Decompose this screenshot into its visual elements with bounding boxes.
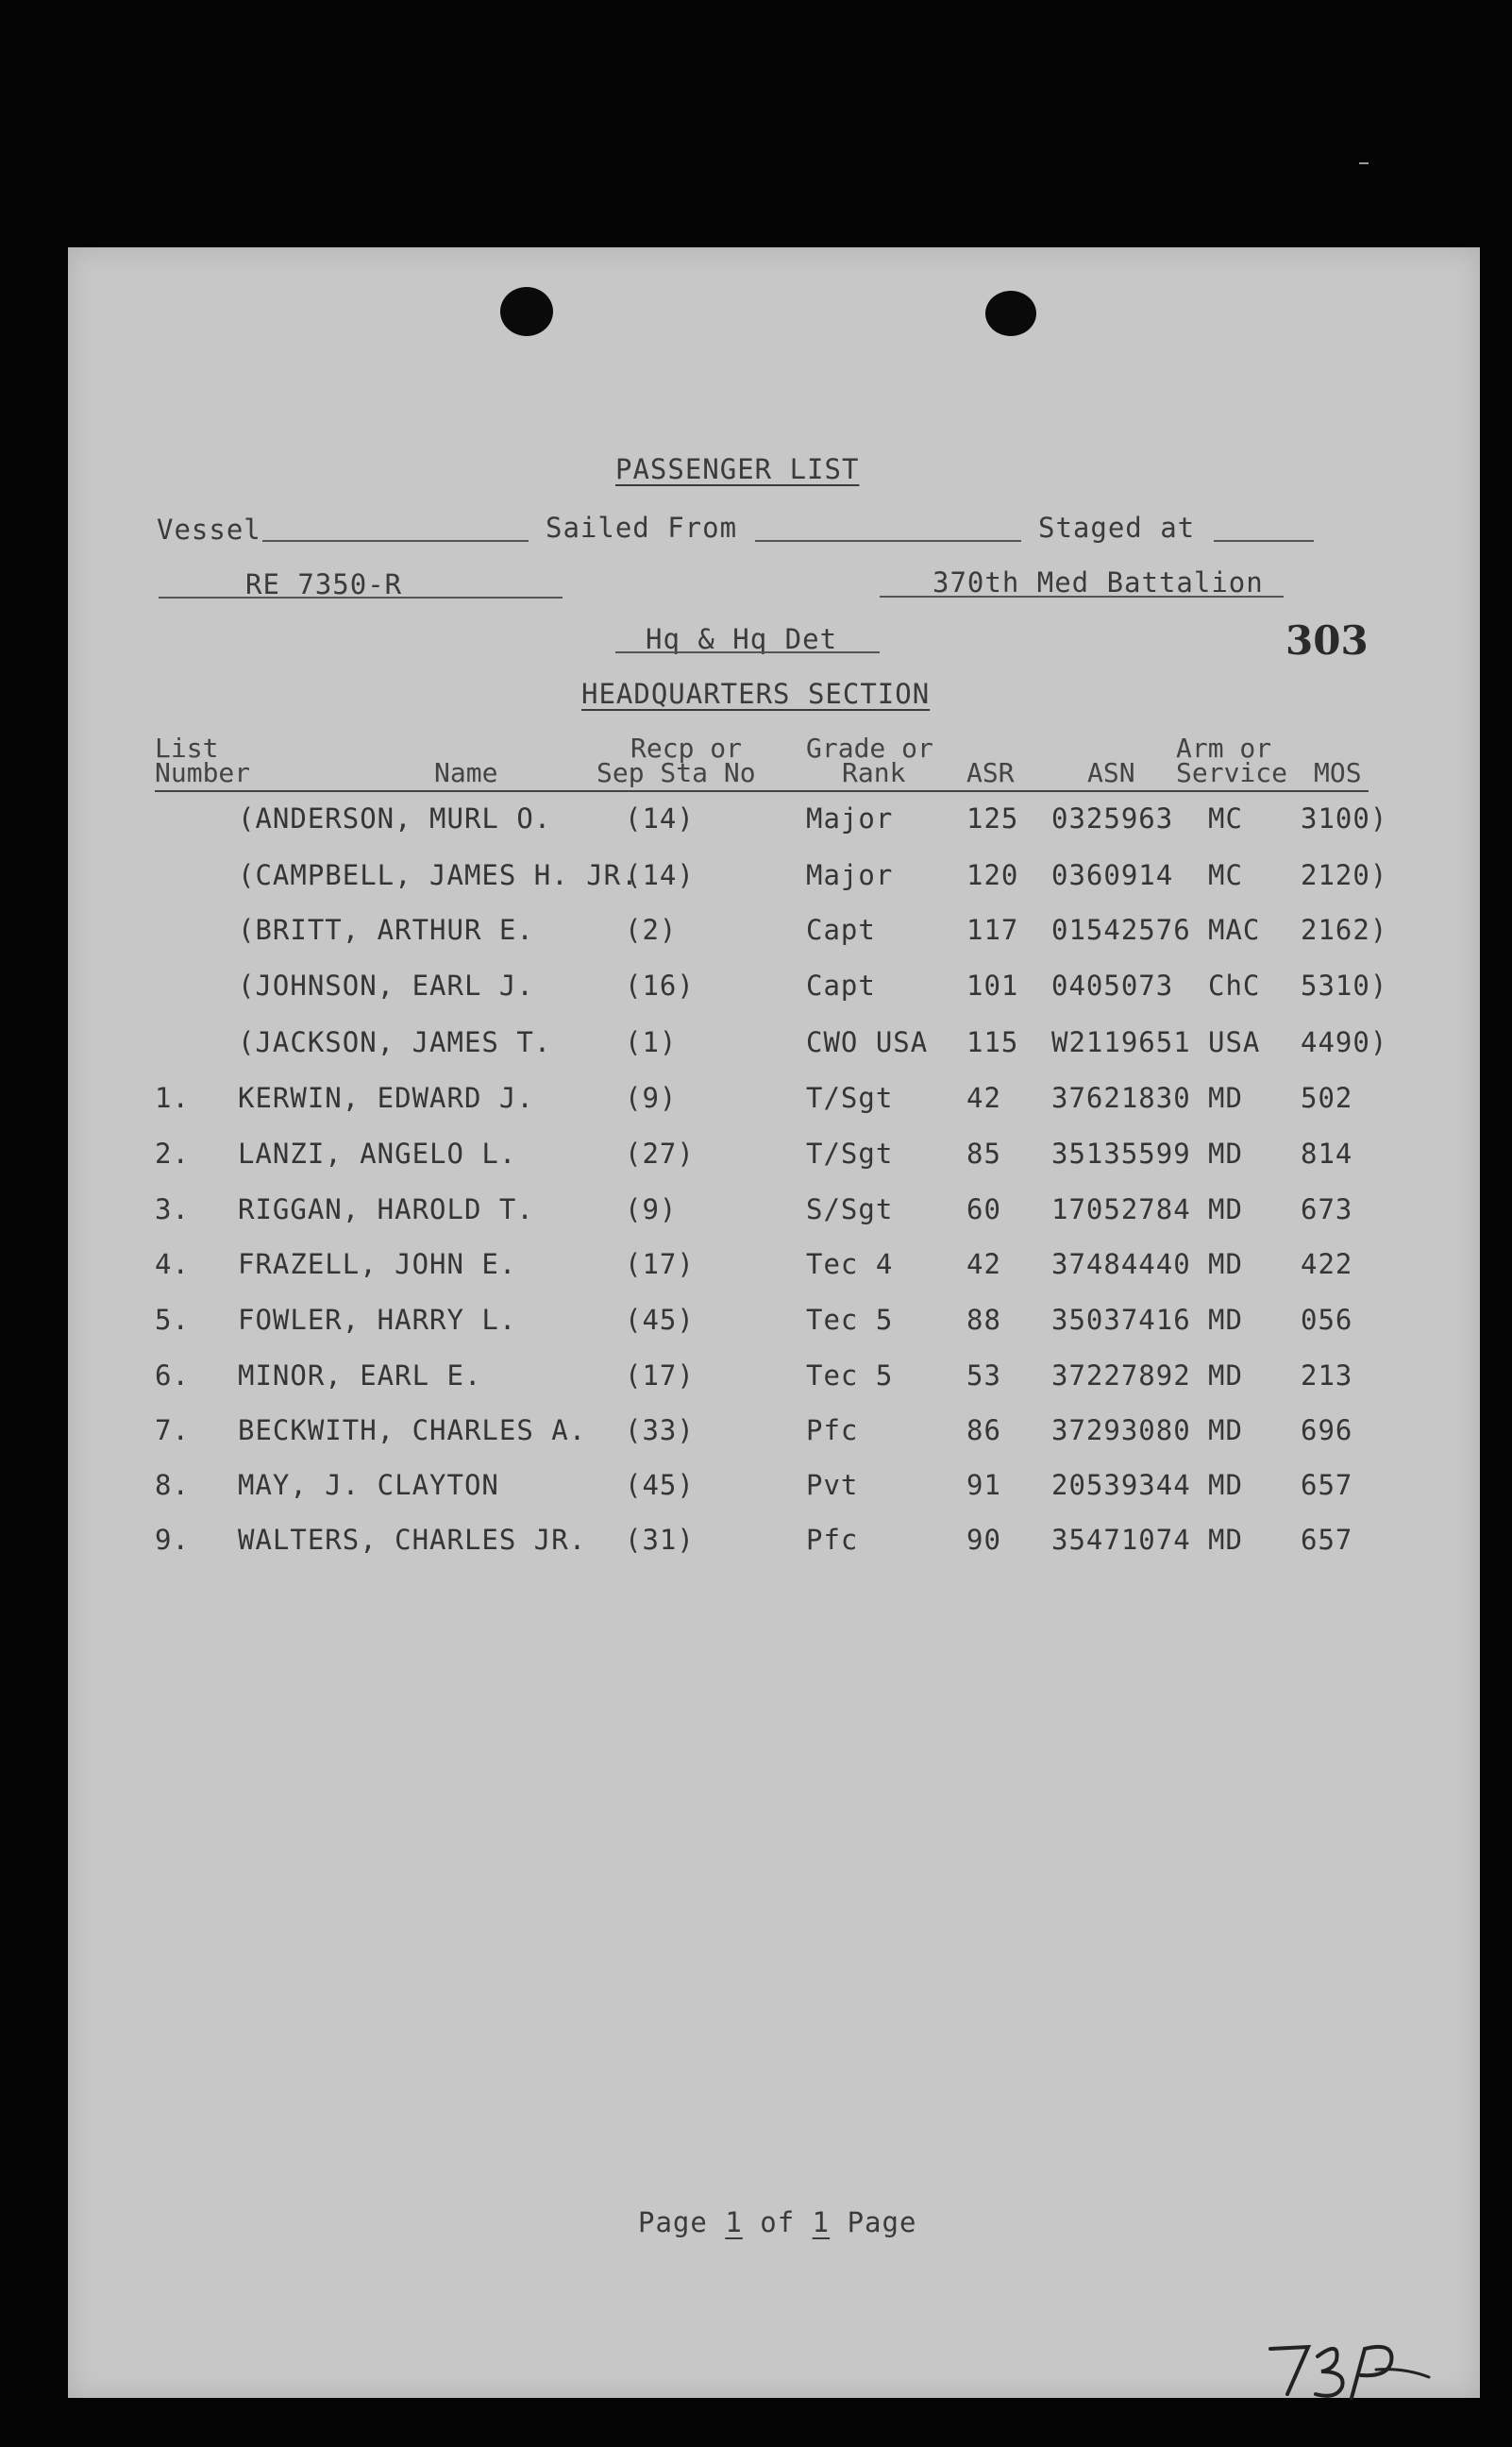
row-mos: 213 (1301, 1359, 1353, 1392)
row-asn: 0405073 (1051, 970, 1174, 1002)
document-title: PASSENGER LIST (615, 453, 860, 485)
unit-line (880, 596, 1284, 598)
row-asn: 37621830 (1051, 1082, 1191, 1114)
row-recp-sta-no: (45) (625, 1304, 695, 1336)
footer-current-page: 1 (725, 2206, 743, 2238)
row-recp-sta-no: (17) (625, 1248, 695, 1280)
row-grade: Pfc (806, 1524, 859, 1556)
row-list-number: 4. (155, 1248, 190, 1280)
table-row (68, 1026, 1480, 1064)
row-recp-sta-no: (1) (625, 1026, 678, 1058)
row-grade: CWO USA (806, 1026, 929, 1058)
row-asr: 60 (966, 1193, 1001, 1225)
footer-page-word: Page (638, 2206, 708, 2238)
row-mos: 657 (1301, 1469, 1353, 1501)
row-asn: 35037416 (1051, 1304, 1191, 1336)
row-name: (JACKSON, JAMES T. (238, 1026, 552, 1058)
row-mos: 2120) (1301, 859, 1388, 891)
page-footer (638, 2206, 916, 2238)
row-asn: 35471074 (1051, 1524, 1191, 1556)
row-arm-service: MC (1208, 859, 1243, 891)
row-asr: 85 (966, 1138, 1001, 1170)
row-arm-service: MD (1208, 1304, 1243, 1336)
row-asr: 42 (966, 1082, 1001, 1114)
row-mos: 696 (1301, 1414, 1353, 1446)
row-name: FOWLER, HARRY L. (238, 1304, 517, 1336)
row-arm-service: MD (1208, 1524, 1243, 1556)
row-asr: 91 (966, 1469, 1001, 1501)
page-number: 303 (1285, 617, 1369, 664)
row-asr: 86 (966, 1414, 1001, 1446)
header-name: Name (434, 757, 498, 788)
header-asn: ASN (1087, 757, 1135, 788)
row-name: (ANDERSON, MURL O. (238, 802, 552, 835)
row-arm-service: MD (1208, 1248, 1243, 1280)
row-asr: 115 (966, 1026, 1019, 1058)
header-arm-line1: Arm or (1176, 733, 1272, 764)
row-grade: Tec 5 (806, 1359, 894, 1392)
ship-ref: RE 7350-R (245, 568, 403, 600)
row-list-number: 8. (155, 1469, 190, 1501)
section-title: HEADQUARTERS SECTION (581, 678, 931, 710)
row-arm-service: MD (1208, 1082, 1243, 1114)
row-asr: 42 (966, 1248, 1001, 1280)
row-mos: 814 (1301, 1138, 1353, 1170)
vessel-blank (262, 540, 529, 542)
row-mos: 502 (1301, 1082, 1353, 1114)
row-asn: 01542576 (1051, 914, 1191, 946)
row-asn: 37293080 (1051, 1414, 1191, 1446)
row-mos: 056 (1301, 1304, 1353, 1336)
table-row (68, 1359, 1480, 1397)
table-row (68, 802, 1480, 840)
row-arm-service: USA (1208, 1026, 1261, 1058)
row-recp-sta-no: (17) (625, 1359, 695, 1392)
header-grade-line1: Grade or (806, 733, 933, 764)
row-grade: Major (806, 859, 894, 891)
table-row (68, 1469, 1480, 1507)
handwritten-initials (1263, 2332, 1452, 2407)
row-name: BECKWITH, CHARLES A. (238, 1414, 587, 1446)
table-row (68, 970, 1480, 1007)
row-list-number: 7. (155, 1414, 190, 1446)
row-list-number: 1. (155, 1082, 190, 1114)
row-grade: Pfc (806, 1414, 859, 1446)
header-arm-line2: Service (1176, 757, 1288, 788)
row-name: (BRITT, ARTHUR E. (238, 914, 534, 946)
row-arm-service: MD (1208, 1414, 1243, 1446)
row-recp-sta-no: (9) (625, 1082, 678, 1114)
header-mos: MOS (1314, 757, 1362, 788)
row-arm-service: MAC (1208, 914, 1261, 946)
ship-ref-line (159, 597, 563, 599)
row-recp-sta-no: (9) (625, 1193, 678, 1225)
row-name: (CAMPBELL, JAMES H. JR. (238, 859, 639, 891)
row-mos: 3100) (1301, 802, 1388, 835)
row-asn: 0360914 (1051, 859, 1174, 891)
row-asn: 17052784 (1051, 1193, 1191, 1225)
row-asn: 35135599 (1051, 1138, 1191, 1170)
row-mos: 5310) (1301, 970, 1388, 1002)
row-grade: T/Sgt (806, 1082, 894, 1114)
staged-at-label: Staged at (1038, 512, 1196, 544)
header-grade-line2: Rank (842, 757, 906, 788)
table-row (68, 1304, 1480, 1342)
row-asn: 37484440 (1051, 1248, 1191, 1280)
header-recp-line1: Recp or (630, 733, 743, 764)
row-asr: 117 (966, 914, 1019, 946)
row-name: WALTERS, CHARLES JR. (238, 1524, 587, 1556)
row-arm-service: MD (1208, 1469, 1243, 1501)
row-recp-sta-no: (45) (625, 1469, 695, 1501)
row-asr: 88 (966, 1304, 1001, 1336)
table-row (68, 1414, 1480, 1452)
row-arm-service: MC (1208, 802, 1243, 835)
row-arm-service: MD (1208, 1138, 1243, 1170)
row-name: FRAZELL, JOHN E. (238, 1248, 517, 1280)
edge-mark (1359, 162, 1369, 164)
row-mos: 2162) (1301, 914, 1388, 946)
row-recp-sta-no: (14) (625, 802, 695, 835)
row-recp-sta-no: (31) (625, 1524, 695, 1556)
table-row (68, 1524, 1480, 1561)
row-grade: Capt (806, 914, 876, 946)
row-grade: Capt (806, 970, 876, 1002)
row-name: KERWIN, EDWARD J. (238, 1082, 534, 1114)
row-recp-sta-no: (27) (625, 1138, 695, 1170)
row-asr: 90 (966, 1524, 1001, 1556)
row-asr: 125 (966, 802, 1019, 835)
footer-page-word-2: Page (847, 2206, 917, 2238)
row-list-number: 9. (155, 1524, 190, 1556)
detachment: Hq & Hq Det (646, 623, 838, 655)
row-list-number: 3. (155, 1193, 190, 1225)
row-recp-sta-no: (33) (625, 1414, 695, 1446)
row-mos: 657 (1301, 1524, 1353, 1556)
footer-of-word: of (760, 2206, 796, 2238)
row-asr: 53 (966, 1359, 1001, 1392)
row-asn: 20539344 (1051, 1469, 1191, 1501)
row-asn: 0325963 (1051, 802, 1174, 835)
row-asr: 101 (966, 970, 1019, 1002)
row-name: LANZI, ANGELO L. (238, 1138, 517, 1170)
row-recp-sta-no: (2) (625, 914, 678, 946)
row-mos: 673 (1301, 1193, 1353, 1225)
row-arm-service: ChC (1208, 970, 1261, 1002)
row-asr: 120 (966, 859, 1019, 891)
row-grade: Pvt (806, 1469, 859, 1501)
table-row (68, 859, 1480, 897)
staged-at-blank (1214, 540, 1314, 542)
row-list-number: 5. (155, 1304, 190, 1336)
punch-hole-left (500, 287, 553, 336)
vessel-label: Vessel (157, 514, 261, 546)
header-underline (155, 790, 1369, 792)
row-recp-sta-no: (16) (625, 970, 695, 1002)
footer-total-pages: 1 (812, 2206, 831, 2238)
row-grade: S/Sgt (806, 1193, 894, 1225)
row-grade: Tec 5 (806, 1304, 894, 1336)
row-name: RIGGAN, HAROLD T. (238, 1193, 534, 1225)
table-row (68, 1138, 1480, 1175)
row-mos: 422 (1301, 1248, 1353, 1280)
table-row (68, 1193, 1480, 1231)
document-page (68, 247, 1480, 2398)
row-grade: Major (806, 802, 894, 835)
table-row (68, 1082, 1480, 1120)
row-arm-service: MD (1208, 1193, 1243, 1225)
row-arm-service: MD (1208, 1359, 1243, 1392)
row-recp-sta-no: (14) (625, 859, 695, 891)
row-name: MAY, J. CLAYTON (238, 1469, 499, 1501)
table-row (68, 914, 1480, 952)
header-recp-line2: Sep Sta No (596, 757, 756, 788)
punch-hole-right (985, 291, 1036, 336)
row-name: MINOR, EARL E. (238, 1359, 482, 1392)
sailed-from-blank (755, 540, 1021, 542)
header-list-line1: List (155, 733, 219, 764)
row-list-number: 2. (155, 1138, 190, 1170)
row-list-number: 6. (155, 1359, 190, 1392)
table-row (68, 1248, 1480, 1286)
sailed-from-label: Sailed From (546, 512, 738, 544)
header-asr: ASR (966, 757, 1015, 788)
row-mos: 4490) (1301, 1026, 1388, 1058)
row-asn: W2119651 (1051, 1026, 1191, 1058)
row-grade: T/Sgt (806, 1138, 894, 1170)
unit-name: 370th Med Battalion (932, 566, 1264, 599)
detachment-line (615, 651, 880, 653)
row-grade: Tec 4 (806, 1248, 894, 1280)
header-list-line2: Number (155, 757, 251, 788)
row-asn: 37227892 (1051, 1359, 1191, 1392)
row-name: (JOHNSON, EARL J. (238, 970, 534, 1002)
